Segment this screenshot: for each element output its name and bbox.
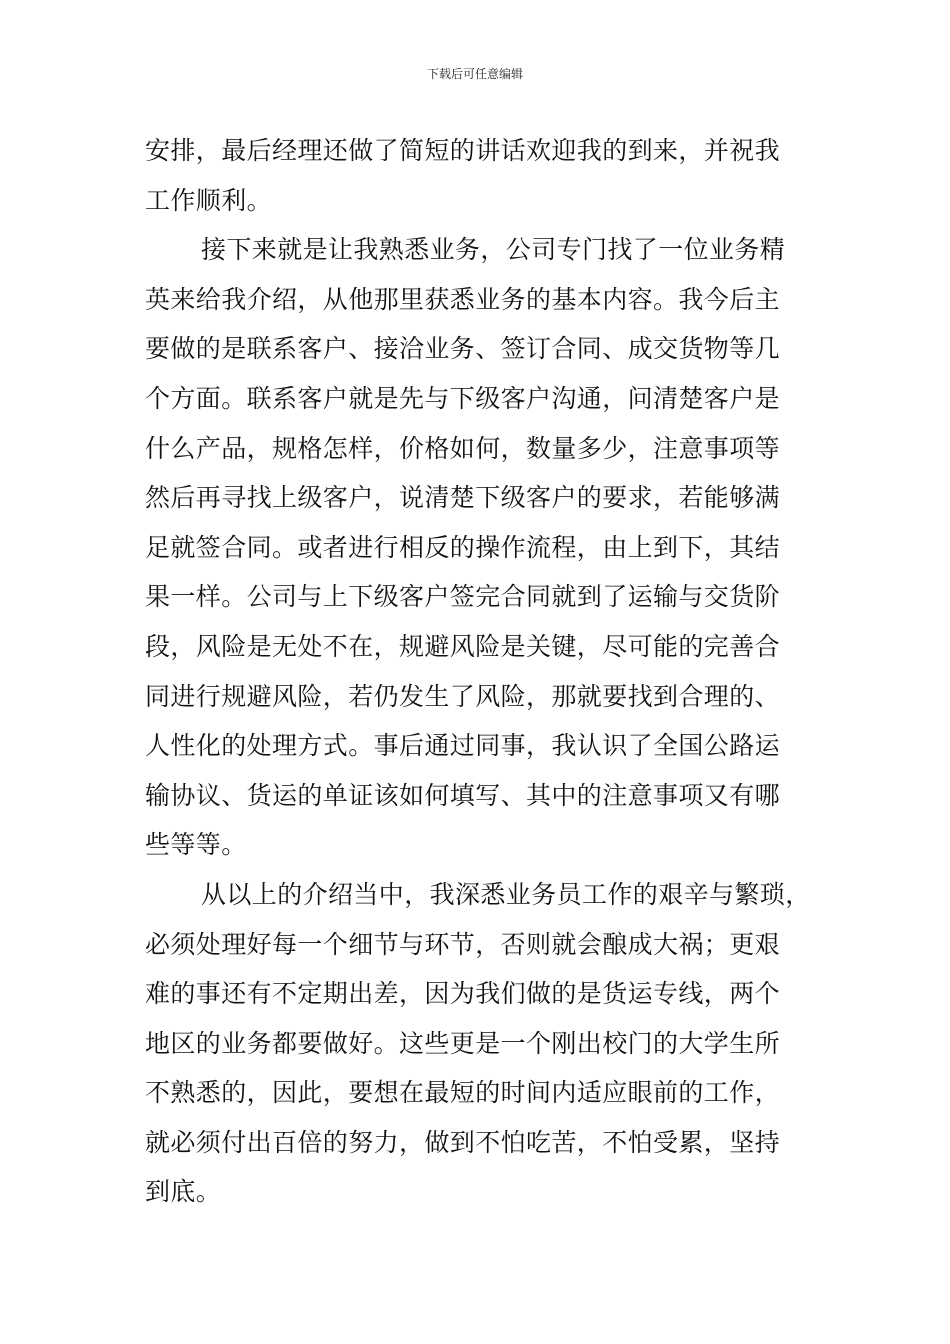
text-line: 从以上的介绍当中，我深悉业务员工作的艰辛与繁琐，	[201, 879, 811, 909]
text-line: 接下来就是让我熟悉业务，公司专门找了一位业务精	[201, 235, 786, 265]
text-line: 人性化的处理方式。事后通过同事，我认识了全国公路运	[145, 731, 781, 761]
text-line: 什么产品，规格怎样，价格如何，数量多少，注意事项等	[145, 433, 781, 463]
paragraph	[145, 126, 815, 225]
text-line: 必须处理好每一个细节与环节，否则就会酿成大祸；更艰	[145, 929, 781, 959]
text-line: 到底。	[145, 1177, 222, 1207]
text-line: 些等等。	[145, 830, 247, 860]
text-line: 输协议、货运的单证该如何填写、其中的注意事项又有哪	[145, 780, 781, 810]
text-line: 安排，最后经理还做了简短的讲话欢迎我的到来，并祝我	[145, 136, 781, 165]
paragraph	[145, 225, 815, 870]
text-line: 要做的是联系客户、接洽业务、签订合同、成交货物等几	[145, 334, 781, 364]
text-line: 就必须付出百倍的努力，做到不怕吃苦，不怕受累，坚持	[145, 1127, 781, 1157]
text-line: 果一样。公司与上下级客户签完合同就到了运输与交货阶	[145, 582, 781, 612]
text-line: 地区的业务都要做好。这些更是一个刚出校门的大学生所	[145, 1028, 781, 1058]
text-line: 同进行规避风险，若仍发生了风险，那就要找到合理的、	[145, 681, 781, 711]
text-line: 不熟悉的，因此，要想在最短的时间内适应眼前的工作，	[145, 1078, 781, 1108]
text-line: 足就签合同。或者进行相反的操作流程，由上到下，其结	[145, 532, 781, 562]
text-line: 难的事还有不定期出差，因为我们做的是货运专线，两个	[145, 979, 781, 1009]
text-line: 段，风险是无处不在，规避风险是关键，尽可能的完善合	[145, 631, 781, 661]
paragraph	[145, 870, 815, 1217]
page-header: 下载后可任意编辑	[426, 67, 523, 81]
text-line: 英来给我介绍，从他那里获悉业务的基本内容。我今后主	[145, 284, 781, 314]
document-body	[145, 126, 815, 1217]
text-line: 然后再寻找上级客户，说清楚下级客户的要求，若能够满	[145, 483, 781, 513]
text-line: 工作顺利。	[145, 185, 273, 215]
text-line: 个方面。联系客户就是先与下级客户沟通，问清楚客户是	[145, 383, 781, 413]
